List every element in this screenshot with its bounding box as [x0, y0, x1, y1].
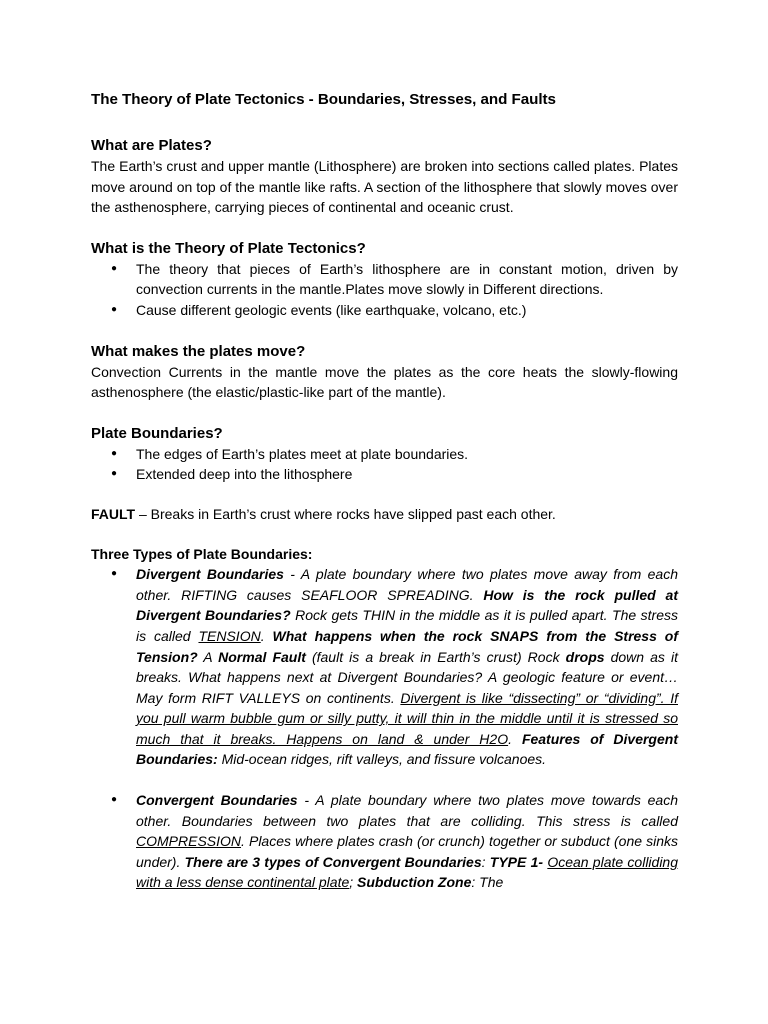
boundary-types-list — [91, 564, 678, 770]
divergent-features-text: Mid-ocean ridges, rift valleys, and fissure volcanoes. — [217, 751, 547, 768]
convergent-text-6: : The — [471, 874, 504, 891]
convergent-text-3: : — [481, 853, 490, 870]
divergent-question-2: What happens when the rock SNAPS from the Stress of Tension? — [136, 627, 678, 665]
type-1-label: TYPE 1- — [489, 853, 544, 870]
fault-definition — [91, 504, 678, 525]
divergent-text-2: Rock gets THIN in the middle as it is pulled apart. The stress is called — [136, 607, 678, 644]
divergent-question-1: How is the rock pulled at Divergent Boundaries? — [136, 586, 678, 624]
convergent-boundaries-item — [91, 790, 678, 893]
subduction-zone-term: Subduction Zone — [357, 874, 472, 891]
convergent-types-label: There are 3 types of Convergent Boundaries — [184, 853, 482, 870]
convergent-text-5: ; — [349, 874, 358, 891]
tension-term: TENSION — [198, 627, 261, 644]
convergent-text-1: - A plate boundary where two plates move towards each other. Boundaries between two plates that are colliding. This stress is called — [136, 792, 678, 829]
divergent-text-5: (fault is a break in Earth’s crust) Rock — [305, 648, 566, 665]
theory-heading: What is the Theory of Plate Tectonics? — [91, 239, 366, 257]
list-item: ● The edges of Earth’s plates meet at plate boundaries. — [91, 444, 678, 465]
divergent-term: Divergent Boundaries — [136, 566, 284, 583]
what-are-plates-heading: What are Plates? — [91, 137, 212, 154]
type-1-description: Ocean plate colliding with a less dense continental plate — [136, 853, 679, 891]
theory-list — [91, 259, 678, 321]
what-makes-plates-move-text: Convection Currents in the mantle move the plates as the core heats the slowly-flowing asthenosphere (the elastic/plastic-like part of the mantle). — [91, 363, 678, 401]
convergent-text-2: . Places where plates crash (or crunch) together or subduct (one sinks under). — [136, 833, 678, 870]
divergent-boundaries-item — [91, 564, 678, 770]
drops-term: drops — [565, 648, 605, 665]
three-types-heading: Three Types of Plate Boundaries: — [91, 545, 313, 562]
fault-definition-text: – Breaks in Earth’s crust where rocks have slipped past each other. — [135, 505, 556, 522]
divergent-analogy: Divergent is like “dissecting” or “dividing”. If you pull warm bubble gum or silly putty, it will thin in the middle until it is stressed so much that it breaks. Happens on land & under H2O — [136, 689, 678, 747]
list-item: ● The theory that pieces of Earth’s lithosphere are in constant motion, driven by convection currents in the mantle.Plates move slowly in Different directions. — [91, 259, 678, 300]
convergent-term: Convergent Boundaries — [136, 792, 298, 809]
plate-boundaries-list — [91, 444, 678, 485]
list-item: ● Cause different geologic events (like earthquake, volcano, etc.) — [91, 300, 678, 321]
divergent-features-label: Features of Divergent Boundaries: — [136, 730, 678, 768]
fault-term: FAULT — [91, 505, 136, 522]
what-are-plates-text: The Earth’s crust and upper mantle (Lithosphere) are broken into sections called plates. Plates move around on top of the mantle like rafts. A section of the lithosphere that slowly moves over the asthenosphere, carrying pieces of continental and oceanic crust. — [91, 158, 678, 216]
divergent-text-6: down as it breaks. What happens next at Divergent Boundaries? A geologic feature or event… May form RIFT VALLEYS on continents. — [136, 648, 678, 706]
what-makes-plates-move-heading: What makes the plates move? — [91, 342, 306, 360]
list-item: ● Extended deep into the lithosphere — [91, 464, 678, 485]
divergent-text-7: . — [508, 730, 522, 747]
normal-fault-term: Normal Fault — [218, 648, 306, 665]
compression-term: COMPRESSION — [136, 833, 242, 850]
divergent-text-3: . — [260, 627, 273, 644]
plate-boundaries-heading: Plate Boundaries? — [91, 424, 223, 442]
divergent-text-1: - A plate boundary where two plates move away from each other. RIFTING causes SEAFLOOR SPREADING. — [136, 566, 678, 603]
divergent-text-4: A — [197, 648, 219, 665]
document-title: The Theory of Plate Tectonics - Boundaries, Stresses, and Faults — [91, 91, 556, 108]
boundary-types-list-continued — [91, 790, 678, 893]
